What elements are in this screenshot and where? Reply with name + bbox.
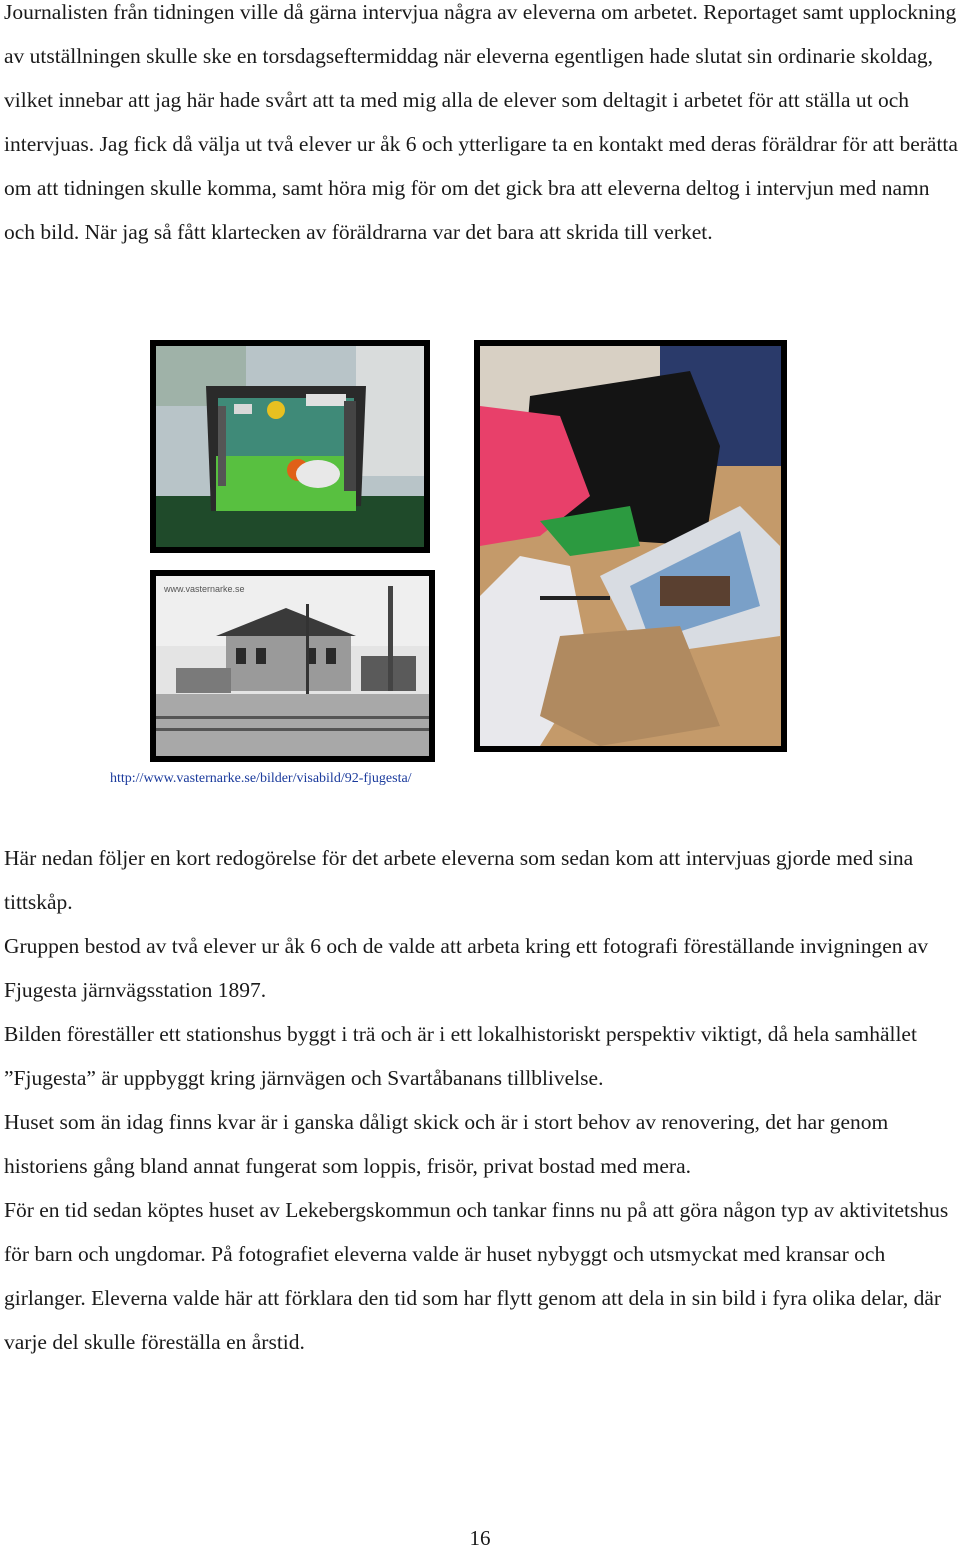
text-line: För en tid sedan köptes huset av Lekebergskommun och tankar finns nu på att göra någon typ av aktivitetshus för barn och ungdomar. På fotografiet eleverna valde är huset nybyggt och utsmyckat med kransar och girlanger. Eleverna valde här att förklara den tid som har flytt genom att dela in sin bild i fyra olika delar, där varje del skulle föreställa en årstid. bbox=[4, 1198, 949, 1354]
text-line: Bilden föreställer ett stationshus byggt i trä och är i ett lokalhistoriskt perspektiv viktigt, då hela samhället ”Fjugesta” är uppbyggt kring järnvägen och Svartåbanans tillblivelse. bbox=[4, 1022, 917, 1090]
photo-railway-station bbox=[150, 570, 435, 762]
page-number: 16 bbox=[469, 1526, 491, 1550]
paragraph-group-work bbox=[4, 836, 958, 1364]
text-line: Huset som än idag finns kvar är i ganska dåligt skick och är i stort behov av renovering, det har genom historiens gång bland annat fungerat som loppis, frisör, privat bostad med mera. bbox=[4, 1110, 889, 1178]
paragraph-intro: Journalisten från tidningen ville då gärna intervjua några av eleverna om arbetet. Reportaget samt upplockning av utställningen skulle ske en torsdagseftermiddag när eleverna egentligen hade slutat sin ordinarie skoldag, vilket innebar att jag här hade svårt att ta med mig alla de elever som deltagit i arbetet för att ställa ut och intervjuas. Jag fick då välja ut två elever ur åk 6 och ytterligare ta en kontakt med deras föräldrar för att berätta om att tidningen skulle komma, samt höra mig för om det gick bra att eleverna deltog i intervjun med namn och bild. När jag så fått klartecken av föräldrarna var det bara att skrida till verket. bbox=[4, 0, 958, 244]
photo-watermark: www.vasternarke.se bbox=[164, 584, 245, 594]
photo-source-link[interactable]: http://www.vasternarke.se/bilder/visabild/92-fjugesta/ bbox=[110, 771, 412, 786]
photo-students-working bbox=[474, 340, 787, 752]
text-line: Gruppen bestod av två elever ur åk 6 och de valde att arbeta kring ett fotografi föreställande invigningen av Fjugesta järnvägsstation 1897. bbox=[4, 934, 929, 1002]
text-line: Här nedan följer en kort redogörelse för det arbete eleverna som sedan kom att intervjuas gjorde med sina tittskåp. bbox=[4, 846, 914, 914]
photo-diorama bbox=[150, 340, 430, 553]
